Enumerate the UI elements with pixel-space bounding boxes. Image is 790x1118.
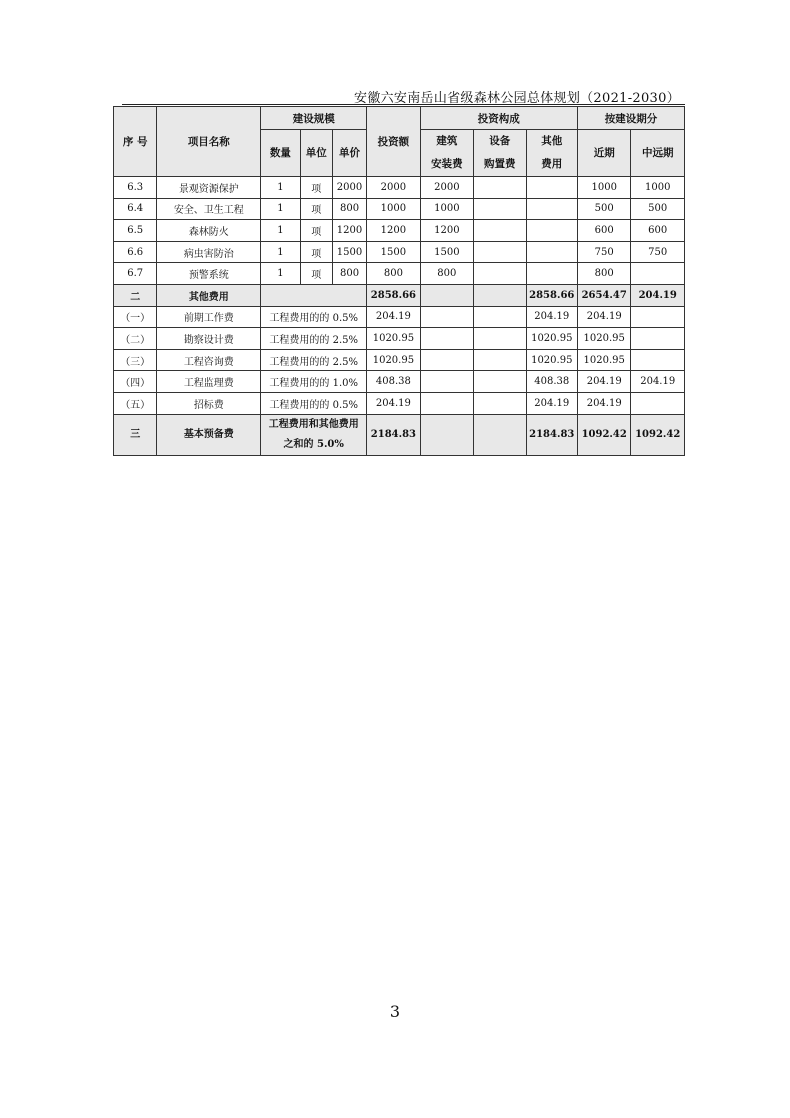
cell-mid: 204.19	[631, 284, 685, 306]
cell-seq: （四）	[114, 371, 157, 393]
table-row	[114, 392, 685, 414]
cell-seq: 6.4	[114, 198, 157, 220]
cell-construction: 2000	[420, 177, 473, 199]
cell-name: 预警系统	[157, 263, 261, 285]
cell-unit: 项	[300, 198, 332, 220]
cell-other	[526, 263, 577, 285]
header-construction-line1: 建筑	[436, 135, 458, 147]
cell-mid: 204.19	[631, 371, 685, 393]
cell-equipment	[474, 328, 526, 350]
cell-mid	[631, 328, 685, 350]
cell-mid	[631, 349, 685, 371]
header-equipment-purchase	[474, 130, 526, 177]
cell-equipment	[474, 263, 526, 285]
cell-unit: 项	[300, 241, 332, 263]
cell-other	[526, 198, 577, 220]
basic-reserve-row	[114, 414, 685, 455]
cell-other: 1020.95	[526, 328, 577, 350]
cell-seq: （三）	[114, 349, 157, 371]
cell-amount: 2858.66	[367, 284, 420, 306]
cell-near: 2654.47	[577, 284, 630, 306]
table-row	[114, 328, 685, 350]
cell-amount: 2000	[367, 177, 420, 199]
cell-mid: 750	[631, 241, 685, 263]
cell-name: 工程咨询费	[157, 349, 261, 371]
cell-construction: 1500	[420, 241, 473, 263]
cell-other: 204.19	[526, 306, 577, 328]
cell-basis: 工程费用的的 0.5%	[261, 306, 367, 328]
header-unit-price: 单价	[332, 130, 366, 177]
cell-name: 安全、卫生工程	[157, 198, 261, 220]
cell-construction	[420, 284, 473, 306]
cell-amount: 2184.83	[367, 414, 420, 455]
cell-seq: （二）	[114, 328, 157, 350]
cell-equipment	[474, 220, 526, 242]
cell-seq: 6.5	[114, 220, 157, 242]
cell-unit: 项	[300, 263, 332, 285]
table-row	[114, 198, 685, 220]
cell-qty: 1	[261, 220, 300, 242]
cell-name: 森林防火	[157, 220, 261, 242]
cell-other: 1020.95	[526, 349, 577, 371]
cell-equipment	[474, 349, 526, 371]
header-construction-line2: 安装费	[431, 158, 463, 170]
cell-other	[526, 220, 577, 242]
cell-qty: 1	[261, 241, 300, 263]
cell-price: 800	[332, 263, 366, 285]
cell-equipment	[474, 371, 526, 393]
cell-seq: （一）	[114, 306, 157, 328]
header-other-costs	[526, 130, 577, 177]
header-other-line2: 费用	[541, 158, 563, 170]
cell-name: 前期工作费	[157, 306, 261, 328]
cell-near: 1000	[577, 177, 630, 199]
header-by-phase: 按建设期分	[577, 107, 684, 130]
cell-near: 500	[577, 198, 630, 220]
reserve-basis-line1: 工程费用和其他费用	[268, 418, 359, 430]
cell-mid: 1092.42	[631, 414, 685, 455]
cell-equipment	[474, 306, 526, 328]
cell-near: 800	[577, 263, 630, 285]
header-other-line1: 其他	[541, 135, 563, 147]
cell-other: 2184.83	[526, 414, 577, 455]
cell-qty: 1	[261, 263, 300, 285]
cell-seq: 6.3	[114, 177, 157, 199]
cell-other: 204.19	[526, 392, 577, 414]
header-construction-install	[420, 130, 473, 177]
cell-near: 750	[577, 241, 630, 263]
page-number: 3	[389, 1002, 401, 1021]
cell-basis: 工程费用的的 2.5%	[261, 328, 367, 350]
cell-price: 1500	[332, 241, 366, 263]
cell-amount: 1020.95	[367, 349, 420, 371]
cell-mid: 500	[631, 198, 685, 220]
cell-construction: 1200	[420, 220, 473, 242]
cell-construction	[420, 371, 473, 393]
cell-basis: 工程费用的的 2.5%	[261, 349, 367, 371]
cell-near: 204.19	[577, 306, 630, 328]
cell-scale	[261, 284, 367, 306]
cell-amount: 1000	[367, 198, 420, 220]
cell-amount: 800	[367, 263, 420, 285]
cell-equipment	[474, 392, 526, 414]
cell-near: 204.19	[577, 392, 630, 414]
table-row	[114, 177, 685, 199]
header-mid-long-term: 中远期	[631, 130, 685, 177]
cell-qty: 1	[261, 177, 300, 199]
cell-equipment	[474, 198, 526, 220]
cell-name: 其他费用	[157, 284, 261, 306]
cell-other	[526, 241, 577, 263]
cell-near: 1020.95	[577, 328, 630, 350]
other-costs-total-row	[114, 284, 685, 306]
cell-amount: 204.19	[367, 306, 420, 328]
cell-construction	[420, 328, 473, 350]
cell-seq: （五）	[114, 392, 157, 414]
cell-name: 景观资源保护	[157, 177, 261, 199]
cell-near: 1020.95	[577, 349, 630, 371]
cell-amount: 1020.95	[367, 328, 420, 350]
cell-seq: 6.6	[114, 241, 157, 263]
cell-seq: 三	[114, 414, 157, 455]
cell-near: 1092.42	[577, 414, 630, 455]
cell-name: 招标费	[157, 392, 261, 414]
cell-mid	[631, 306, 685, 328]
header-equipment-line2: 购置费	[484, 158, 516, 170]
header-seq: 序 号	[114, 107, 157, 177]
cell-amount: 204.19	[367, 392, 420, 414]
header-investment-composition: 投资构成	[420, 107, 577, 130]
cell-near: 600	[577, 220, 630, 242]
cell-amount: 408.38	[367, 371, 420, 393]
table-row	[114, 306, 685, 328]
cell-price: 1200	[332, 220, 366, 242]
table-row	[114, 371, 685, 393]
table-header-row-1	[114, 107, 685, 130]
header-equipment-line1: 设备	[489, 135, 511, 147]
header-near-term: 近期	[577, 130, 630, 177]
cell-basis: 工程费用的的 1.0%	[261, 371, 367, 393]
cell-amount: 1500	[367, 241, 420, 263]
cell-other: 408.38	[526, 371, 577, 393]
running-header-title: 安徽六安南岳山省级森林公园总体规划（2021-2030）	[354, 91, 680, 106]
cell-qty: 1	[261, 198, 300, 220]
cell-name: 基本预备费	[157, 414, 261, 455]
cell-basis	[261, 414, 367, 455]
header-quantity: 数量	[261, 130, 300, 177]
header-construction-scale: 建设规模	[261, 107, 367, 130]
cell-equipment	[474, 241, 526, 263]
reserve-basis-line2: 之和的 5.0%	[283, 438, 344, 450]
table-row	[114, 349, 685, 371]
cell-construction	[420, 349, 473, 371]
cell-construction	[420, 306, 473, 328]
table-row	[114, 241, 685, 263]
cell-amount: 1200	[367, 220, 420, 242]
header-rule	[122, 104, 685, 105]
cell-seq: 二	[114, 284, 157, 306]
header-unit: 单位	[300, 130, 332, 177]
investment-budget-table	[113, 106, 685, 456]
cell-seq: 6.7	[114, 263, 157, 285]
cell-construction: 1000	[420, 198, 473, 220]
cell-name: 工程监理费	[157, 371, 261, 393]
cell-near: 204.19	[577, 371, 630, 393]
cell-other	[526, 177, 577, 199]
cell-price: 800	[332, 198, 366, 220]
cell-equipment	[474, 414, 526, 455]
cell-basis: 工程费用的的 0.5%	[261, 392, 367, 414]
cell-unit: 项	[300, 220, 332, 242]
cell-unit: 项	[300, 177, 332, 199]
cell-mid: 1000	[631, 177, 685, 199]
cell-mid	[631, 392, 685, 414]
cell-construction	[420, 414, 473, 455]
cell-mid: 600	[631, 220, 685, 242]
cell-construction: 800	[420, 263, 473, 285]
header-project-name: 项目名称	[157, 107, 261, 177]
header-investment-amount: 投资额	[367, 107, 420, 177]
table-row	[114, 220, 685, 242]
cell-equipment	[474, 284, 526, 306]
cell-mid	[631, 263, 685, 285]
table-row	[114, 263, 685, 285]
cell-other: 2858.66	[526, 284, 577, 306]
cell-equipment	[474, 177, 526, 199]
cell-construction	[420, 392, 473, 414]
cell-price: 2000	[332, 177, 366, 199]
cell-name: 勘察设计费	[157, 328, 261, 350]
cell-name: 病虫害防治	[157, 241, 261, 263]
